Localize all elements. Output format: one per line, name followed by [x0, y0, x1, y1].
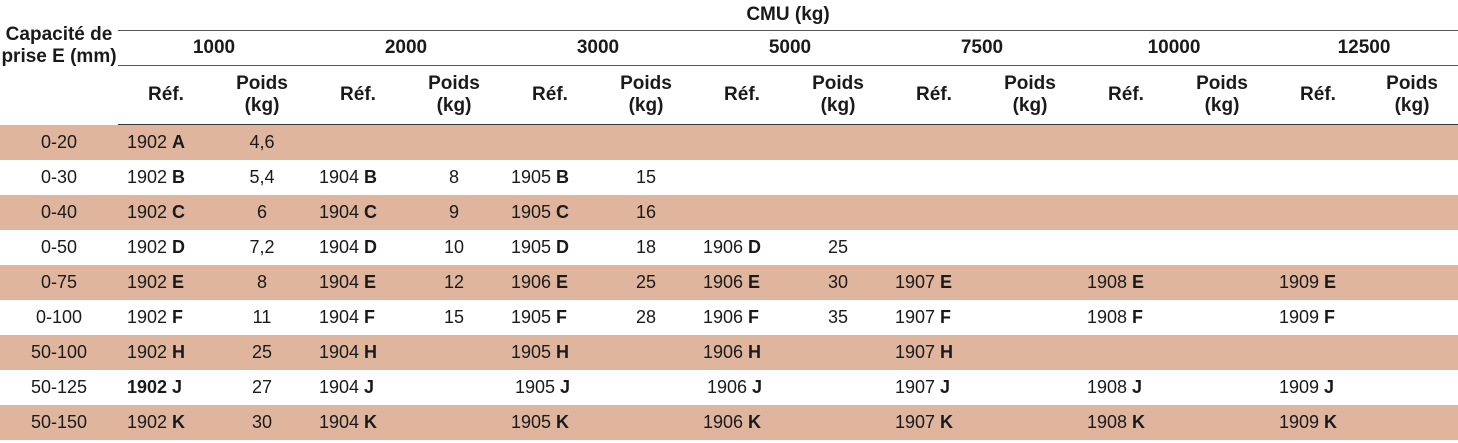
- ref-number: 1902: [127, 272, 173, 292]
- ref-number: 1906: [707, 377, 753, 397]
- ref-letter: F: [172, 307, 184, 327]
- weight-cell: 15: [443, 307, 465, 327]
- ref-cell: [1078, 405, 1174, 440]
- ref-cell: [1078, 230, 1174, 265]
- ref-letter: A: [172, 132, 186, 152]
- ref-cell: [1270, 265, 1366, 300]
- ref-letter: K: [556, 412, 570, 432]
- weight-header-line1: Poids: [620, 73, 672, 94]
- ref-cell: [886, 370, 982, 405]
- table-body: [0, 125, 1458, 441]
- ref-letter: H: [940, 342, 954, 362]
- ref-letter: B: [364, 167, 378, 187]
- ref-cell: [1078, 370, 1174, 405]
- ref-letter: C: [364, 202, 378, 222]
- ref-number: 1904: [319, 202, 365, 222]
- capacity-range-cell: 50-125: [30, 377, 88, 397]
- weight-cell: [982, 300, 1078, 335]
- weight-cell: [1174, 405, 1270, 440]
- weight-cell: [406, 335, 502, 370]
- weight-cell: [1366, 230, 1458, 265]
- ref-cell: [1270, 335, 1366, 370]
- weight-cell: [598, 335, 694, 370]
- ref-cell: [502, 160, 598, 195]
- ref-letter: E: [748, 272, 761, 292]
- ref-letter: D: [172, 237, 186, 257]
- weight-cell: [982, 160, 1078, 195]
- weight-cell: 35: [827, 307, 849, 327]
- weight-cell: [1174, 195, 1270, 230]
- ref-cell: [1270, 195, 1366, 230]
- weight-cell: 6: [214, 195, 310, 230]
- weight-cell: [598, 405, 694, 440]
- ref-number: 1908: [1087, 272, 1133, 292]
- weight-header-line1: Poids: [1196, 73, 1248, 94]
- ref-cell: [1078, 300, 1174, 335]
- ref-number: 1905: [511, 202, 557, 222]
- ref-cell: [1078, 195, 1174, 230]
- weight-header-line1: Poids: [812, 73, 864, 94]
- ref-number: 1909: [1279, 377, 1325, 397]
- capacity-range-cell: 0-30: [40, 167, 78, 187]
- capacity-column-header: 2000: [310, 31, 502, 66]
- ref-number: 1906: [703, 412, 749, 432]
- weight-cell: [1174, 160, 1270, 195]
- ref-cell: [502, 265, 598, 300]
- ref-cell: [310, 370, 406, 405]
- weight-cell: [1174, 335, 1270, 370]
- ref-letter: C: [556, 202, 570, 222]
- weight-column-header: [406, 66, 502, 125]
- ref-cell: [502, 370, 598, 405]
- ref-cell: [310, 265, 406, 300]
- ref-cell: [118, 370, 214, 405]
- ref-cell: [1078, 335, 1174, 370]
- weight-cell: [790, 405, 886, 440]
- ref-number: 1909: [1279, 272, 1325, 292]
- ref-number: 1902: [127, 307, 173, 327]
- table-row: [0, 300, 1458, 335]
- weight-cell: [598, 370, 694, 405]
- capacity-range-cell: 0-20: [0, 125, 118, 161]
- ref-column-header: Réf.: [1078, 66, 1174, 125]
- ref-number: 1906: [703, 307, 749, 327]
- weight-cell: 10: [443, 237, 465, 257]
- ref-number: 1908: [1087, 377, 1133, 397]
- table-row: [0, 405, 1458, 440]
- ref-cell: [1270, 125, 1366, 161]
- ref-number: 1905: [511, 412, 557, 432]
- capacity-header: Capacité de prise E (mm): [1, 24, 117, 67]
- ref-column-header: Réf.: [118, 66, 214, 125]
- ref-cell: [1270, 370, 1366, 405]
- weight-header-line1: Poids: [428, 73, 480, 94]
- ref-cell: [694, 335, 790, 370]
- weight-cell: [1174, 125, 1270, 161]
- weight-header-line2: (kg): [1204, 95, 1240, 116]
- ref-number: 1904: [319, 377, 365, 397]
- ref-number: 1906: [703, 237, 749, 257]
- ref-cell: [694, 230, 790, 265]
- ref-letter: B: [556, 167, 570, 187]
- ref-column-header: Réf.: [1270, 66, 1366, 125]
- ref-cell: [118, 230, 214, 265]
- ref-number: 1902: [127, 132, 173, 152]
- ref-cell: [310, 405, 406, 440]
- weight-cell: [1366, 405, 1458, 440]
- ref-number: 1907: [895, 272, 941, 292]
- ref-letter: E: [364, 272, 377, 292]
- ref-cell: [502, 300, 598, 335]
- ref-number: 1904: [319, 412, 365, 432]
- ref-cell: [310, 230, 406, 265]
- ref-cell: [694, 300, 790, 335]
- ref-letter: D: [556, 237, 570, 257]
- ref-cell: [694, 195, 790, 230]
- ref-cell: [1270, 160, 1366, 195]
- ref-letter: E: [1324, 272, 1337, 292]
- ref-number: 1902: [127, 202, 173, 222]
- weight-cell: [982, 265, 1078, 300]
- weight-cell: [406, 405, 502, 440]
- ref-cell: [118, 265, 214, 300]
- ref-column-header: Réf.: [310, 66, 406, 125]
- ref-letter: E: [556, 272, 569, 292]
- weight-cell: [1366, 300, 1458, 335]
- capacity-range-cell: 50-100: [0, 335, 118, 370]
- capacity-column-header: 10000: [1078, 31, 1270, 66]
- ref-number: 1904: [319, 272, 365, 292]
- ref-cell: [502, 405, 598, 440]
- weight-column-header: [790, 66, 886, 125]
- ref-letter: C: [172, 202, 186, 222]
- ref-letter: D: [364, 237, 378, 257]
- ref-cell: [310, 125, 406, 161]
- weight-cell: 8: [448, 167, 459, 187]
- capacity-column-header: 12500: [1270, 31, 1458, 66]
- ref-cell: [886, 230, 982, 265]
- capacity-range-cell: 0-75: [0, 265, 118, 300]
- ref-number: 1902: [127, 412, 173, 432]
- ref-cell: [694, 265, 790, 300]
- weight-header-line2: (kg): [436, 95, 472, 116]
- ref-number: 1906: [703, 342, 749, 362]
- ref-letter: E: [940, 272, 953, 292]
- weight-cell: [1366, 335, 1458, 370]
- table-row: [0, 265, 1458, 300]
- table-row: [0, 160, 1458, 195]
- weight-cell: 9: [406, 195, 502, 230]
- weight-column-header: [214, 66, 310, 125]
- ref-cell: [1270, 230, 1366, 265]
- ref-column-header: Réf.: [502, 66, 598, 125]
- capacity-range-cell: 50-150: [0, 405, 118, 440]
- weight-cell: [982, 195, 1078, 230]
- weight-cell: 30: [214, 405, 310, 440]
- weight-cell: [406, 370, 502, 405]
- ref-cell: [886, 405, 982, 440]
- ref-cell: [886, 300, 982, 335]
- ref-cell: [1270, 300, 1366, 335]
- ref-cell: [1270, 405, 1366, 440]
- ref-number: 1907: [895, 412, 941, 432]
- weight-header-line1: Poids: [1386, 73, 1438, 94]
- ref-letter: J: [364, 377, 375, 397]
- weight-cell: [1366, 265, 1458, 300]
- weight-column-header: [982, 66, 1078, 125]
- weight-cell: [406, 125, 502, 161]
- weight-cell: [790, 335, 886, 370]
- ref-letter: J: [940, 377, 951, 397]
- weight-cell: 8: [214, 265, 310, 300]
- weight-cell: [982, 335, 1078, 370]
- ref-number: 1906: [703, 272, 749, 292]
- ref-cell: [502, 335, 598, 370]
- ref-cell: [886, 265, 982, 300]
- ref-cell: [886, 125, 982, 161]
- weight-header-line2: (kg): [1012, 95, 1048, 116]
- header-row-subcolumns: [0, 66, 1458, 125]
- ref-cell: [118, 300, 214, 335]
- ref-cell: [886, 195, 982, 230]
- weight-header-line2: (kg): [1394, 95, 1430, 116]
- weight-cell: [790, 370, 886, 405]
- weight-cell: [1366, 195, 1458, 230]
- weight-cell: 25: [827, 237, 849, 257]
- ref-letter: F: [556, 307, 568, 327]
- ref-cell: [310, 300, 406, 335]
- capacity-column-header: 7500: [886, 31, 1078, 66]
- ref-letter: J: [560, 377, 571, 397]
- ref-letter: B: [172, 167, 186, 187]
- weight-cell: [790, 160, 886, 195]
- weight-header-line1: Poids: [236, 73, 288, 94]
- ref-letter: K: [940, 412, 954, 432]
- weight-cell: [982, 230, 1078, 265]
- ref-column-header: Réf.: [694, 66, 790, 125]
- weight-header-line2: (kg): [628, 95, 664, 116]
- ref-cell: [886, 335, 982, 370]
- ref-number: 1902: [127, 167, 173, 187]
- capacity-range-cell: 0-40: [0, 195, 118, 230]
- weight-cell: 16: [598, 195, 694, 230]
- ref-cell: [1078, 265, 1174, 300]
- ref-cell: [694, 405, 790, 440]
- ref-letter: J: [1324, 377, 1335, 397]
- weight-column-header: [1366, 66, 1458, 125]
- ref-letter: F: [1324, 307, 1336, 327]
- weight-cell: 18: [635, 237, 657, 257]
- ref-letter: K: [748, 412, 762, 432]
- ref-cell: [886, 160, 982, 195]
- ref-cell: [502, 230, 598, 265]
- table-row: [0, 335, 1458, 370]
- ref-cell: [694, 160, 790, 195]
- ref-number: 1904: [319, 342, 365, 362]
- ref-letter: K: [364, 412, 378, 432]
- weight-cell: [1366, 125, 1458, 161]
- table-row: [0, 125, 1458, 161]
- ref-number: 1902: [127, 377, 173, 397]
- ref-cell: [118, 195, 214, 230]
- ref-letter: H: [748, 342, 762, 362]
- ref-number: 1909: [1279, 307, 1325, 327]
- weight-header-line1: Poids: [1004, 73, 1056, 94]
- weight-column-header: [598, 66, 694, 125]
- ref-letter: J: [172, 377, 183, 397]
- weight-header-line2: (kg): [820, 95, 856, 116]
- ref-cell: [118, 160, 214, 195]
- ref-number: 1909: [1279, 412, 1325, 432]
- ref-letter: K: [1324, 412, 1338, 432]
- ref-number: 1904: [319, 307, 365, 327]
- ref-letter: J: [1132, 377, 1143, 397]
- ref-cell: [118, 335, 214, 370]
- weight-cell: 15: [635, 167, 657, 187]
- capacity-column-header: 5000: [694, 31, 886, 66]
- ref-number: 1905: [515, 377, 561, 397]
- weight-cell: 30: [790, 265, 886, 300]
- ref-number: 1902: [127, 237, 173, 257]
- ref-number: 1905: [511, 167, 557, 187]
- ref-number: 1907: [895, 377, 941, 397]
- ref-cell: [502, 125, 598, 161]
- ref-number: 1908: [1087, 412, 1133, 432]
- ref-letter: F: [1132, 307, 1144, 327]
- ref-letter: H: [364, 342, 378, 362]
- weight-cell: 5,4: [249, 167, 275, 187]
- ref-number: 1904: [319, 237, 365, 257]
- ref-letter: H: [556, 342, 570, 362]
- ref-letter: D: [748, 237, 762, 257]
- ref-number: 1902: [127, 342, 173, 362]
- ref-letter: J: [752, 377, 763, 397]
- ref-cell: [310, 335, 406, 370]
- ref-letter: K: [172, 412, 186, 432]
- ref-number: 1905: [511, 342, 557, 362]
- ref-letter: F: [364, 307, 376, 327]
- ref-cell: [310, 195, 406, 230]
- ref-letter: F: [940, 307, 952, 327]
- ref-number: 1907: [895, 307, 941, 327]
- table-row: [0, 230, 1458, 265]
- weight-cell: [1174, 265, 1270, 300]
- header-row-cmu: [0, 0, 1458, 31]
- ref-letter: F: [748, 307, 760, 327]
- table-header: [0, 0, 1458, 125]
- weight-cell: 4,6: [214, 125, 310, 161]
- weight-cell: 27: [251, 377, 273, 397]
- weight-cell: 7,2: [249, 237, 275, 257]
- weight-cell: [1366, 370, 1458, 405]
- cmu-header: CMU (kg): [746, 4, 830, 25]
- ref-cell: [1078, 160, 1174, 195]
- header-row-capacities: [0, 31, 1458, 66]
- weight-cell: 11: [252, 307, 272, 327]
- ref-letter: E: [1132, 272, 1145, 292]
- weight-cell: 12: [406, 265, 502, 300]
- ref-cell: [694, 125, 790, 161]
- ref-number: 1904: [319, 167, 365, 187]
- weight-cell: [1174, 370, 1270, 405]
- ref-cell: [694, 370, 790, 405]
- weight-cell: 28: [635, 307, 657, 327]
- ref-column-header: Réf.: [886, 66, 982, 125]
- ref-number: 1907: [895, 342, 941, 362]
- weight-cell: [982, 125, 1078, 161]
- weight-cell: [1174, 230, 1270, 265]
- weight-cell: [1366, 160, 1458, 195]
- weight-cell: [982, 370, 1078, 405]
- capacity-column-header: 1000: [118, 31, 310, 66]
- ref-cell: [118, 125, 214, 161]
- weight-column-header: [1174, 66, 1270, 125]
- weight-cell: 25: [598, 265, 694, 300]
- ref-number: 1908: [1087, 307, 1133, 327]
- ref-letter: K: [1132, 412, 1146, 432]
- ref-cell: [118, 405, 214, 440]
- ref-cell: [1078, 125, 1174, 161]
- ref-letter: H: [172, 342, 186, 362]
- weight-cell: [598, 125, 694, 161]
- ref-number: 1905: [511, 237, 557, 257]
- weight-cell: [1174, 300, 1270, 335]
- ref-cell: [310, 160, 406, 195]
- ref-number: 1905: [511, 307, 557, 327]
- weight-cell: [790, 195, 886, 230]
- ref-number: 1906: [511, 272, 557, 292]
- capacity-range-cell: 0-100: [35, 307, 83, 327]
- table-row: [0, 370, 1458, 405]
- weight-cell: [982, 405, 1078, 440]
- ref-letter: E: [172, 272, 185, 292]
- weight-header-line2: (kg): [244, 95, 280, 116]
- capacity-range-cell: 0-50: [40, 237, 78, 257]
- capacity-column-header: 3000: [502, 31, 694, 66]
- table-row: [0, 195, 1458, 230]
- ref-cell: [502, 195, 598, 230]
- weight-cell: 25: [214, 335, 310, 370]
- weight-cell: [790, 125, 886, 161]
